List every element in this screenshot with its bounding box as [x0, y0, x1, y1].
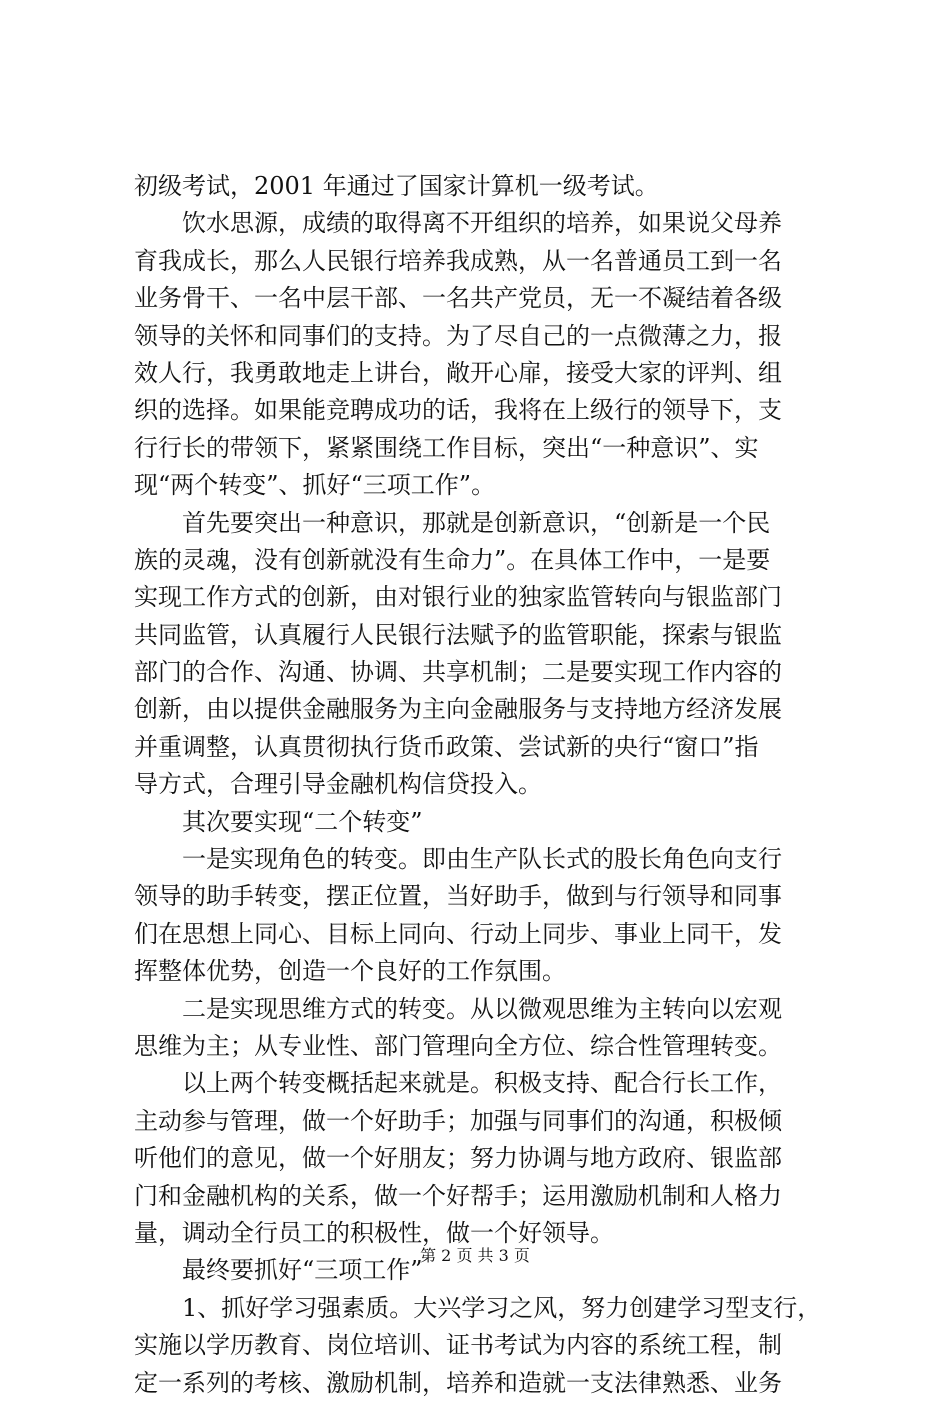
text-line: 听他们的意见，做一个好朋友；努力协调与地方政府、银监部: [134, 1144, 782, 1173]
text-line: 首先要突出一种意识，那就是创新意识，“创新是一个民: [182, 508, 771, 537]
text-line: 思维为主；从专业性、部门管理向全方位、综合性管理转变。: [134, 1031, 782, 1060]
text-line: 以上两个转变概括起来就是。积极支持、配合行长工作，: [182, 1069, 782, 1098]
text-line: 部门的合作、沟通、协调、共享机制；二是要实现工作内容的: [134, 658, 782, 687]
section-heading: 最终要抓好“三项工作”: [182, 1256, 423, 1285]
text-line: 主动参与管理，做一个好助手；加强与同事们的沟通，积极倾: [134, 1106, 782, 1135]
text-line: 二是实现思维方式的转变。从以微观思维为主转向以宏观: [182, 994, 782, 1023]
text-line: 一是实现角色的转变。即由生产队长式的股长角色向支行: [182, 845, 782, 874]
text-line: 育我成长，那么人民银行培养我成熟，从一名普通员工到一名: [134, 246, 782, 275]
text-line: 创新，由以提供金融服务为主向金融服务与支持地方经济发展: [134, 695, 782, 724]
text-line: 定一系列的考核、激励机制，培养和造就一支法律熟悉、业务: [134, 1368, 782, 1397]
text-line: 效人行，我勇敢地走上讲台，敞开心扉，接受大家的评判、组: [134, 358, 782, 387]
text-line: 导方式，合理引导金融机构信贷投入。: [134, 770, 542, 799]
text-line: 实施以学历教育、岗位培训、证书考试为内容的系统工程，制: [134, 1331, 782, 1360]
text-line: 领导的助手转变，摆正位置，当好助手，做到与行领导和同事: [134, 882, 782, 911]
text-line: 1、抓好学习强素质。大兴学习之风，努力创建学习型支行，: [182, 1293, 822, 1322]
text-line: 们在思想上同心、目标上同向、行动上同步、事业上同干，发: [134, 919, 782, 948]
text-line: 共同监管，认真履行人民银行法赋予的监管职能，探索与银监: [134, 620, 782, 649]
body-text: [134, 168, 828, 1402]
text-line: 业务骨干、一名中层干部、一名共产党员，无一不凝结着各级: [134, 284, 782, 313]
text-line: 并重调整，认真贯彻执行货币政策、尝试新的央行“窗口”指: [134, 732, 759, 761]
page-footer: 第 2 页 共 3 页: [420, 1246, 530, 1265]
section-heading: 其次要实现“二个转变”: [182, 807, 423, 836]
text-line: 实现工作方式的创新，由对银行业的独家监管转向与银监部门: [134, 583, 782, 612]
text-line: 挥整体优势，创造一个良好的工作氛围。: [134, 957, 566, 986]
text-line: 门和金融机构的关系，做一个好帮手；运用激励机制和人格力: [134, 1181, 782, 1210]
text-line: 领导的关怀和同事们的支持。为了尽自己的一点微薄之力，报: [134, 321, 782, 350]
text-line: 织的选择。如果能竞聘成功的话，我将在上级行的领导下，支: [134, 396, 782, 425]
text-line: 现“两个转变”、抓好“三项工作”。: [134, 471, 496, 500]
text-line: 行行长的带领下，紧紧围绕工作目标，突出“一种意识”、实: [134, 433, 759, 462]
text-line: 族的灵魂，没有创新就没有生命力”。在具体工作中，一是要: [134, 545, 771, 574]
text-line: 饮水思源，成绩的取得离不开组织的培养，如果说父母养: [182, 209, 782, 238]
text-line: 初级考试，2001 年通过了国家计算机一级考试。: [134, 172, 659, 200]
text-line: 量，调动全行员工的积极性，做一个好领导。: [134, 1218, 614, 1247]
